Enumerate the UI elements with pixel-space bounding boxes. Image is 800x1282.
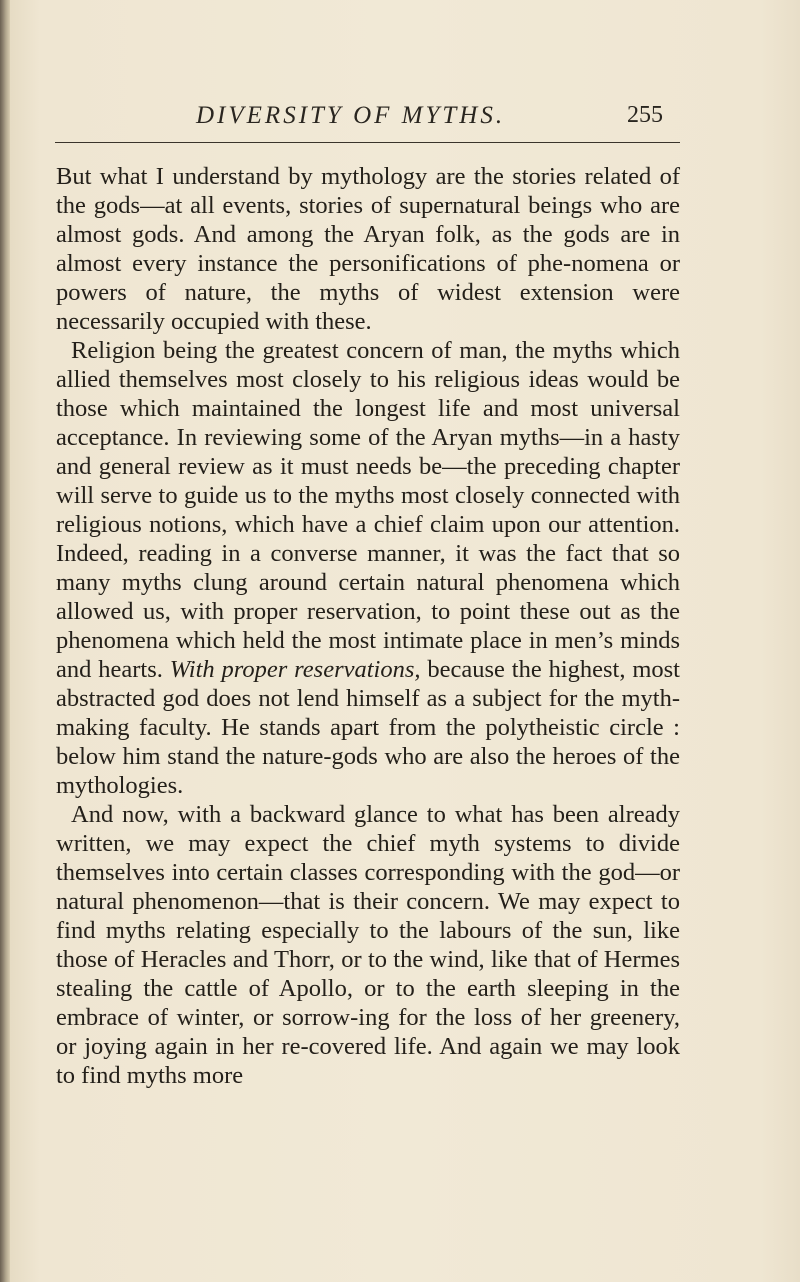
paragraph-1: But what I understand by mythology are the stories related of the gods—at all events, stories of supernatural beings who are almost gods. And among the Aryan folk, as the gods are in almost every instance the personifications of phe-nomena or powers of nature, the myths of widest extension were necessarily occupied with these. [56, 163, 680, 335]
paragraph-2 [56, 336, 680, 800]
header-rule [55, 142, 680, 143]
paragraph-2-text-after: because the highest, most abstracted god does not lend himself as a subject for the myth-making faculty. He stands apart from the polytheistic circle : below him stand the nature-gods who are also the heroes of the mythologies. [56, 656, 680, 799]
body-text [56, 162, 680, 1090]
paragraph-2-italic-phrase: With proper reservations, [169, 656, 421, 683]
paragraph-2-text-before: Religion being the greatest concern of man, the myths which allied themselves most closely to his religious ideas would be those which maintained the longest life and most universal acceptance. In reviewing some of the Aryan myths—in a hasty and general review as it must needs be—the preceding chapter will serve to guide us to the myths most closely connected with religious notions, which have a chief claim upon our attention. Indeed, reading in a converse manner, it was the fact that so many myths clung around certain natural phenomena which allowed us, with proper reservation, to point these out as the phenomena which held the most intimate place in men’s minds and hearts. [56, 337, 680, 683]
paragraph-3: And now, with a backward glance to what has been already written, we may expect the chief myth systems to divide themselves into certain classes corresponding with the god—or natural phenomenon—that is their concern. We may expect to find myths relating especially to the labours of the sun, like those of Heracles and Thorr, or to the wind, like that of Hermes stealing the cattle of Apollo, or to the earth sleeping in the embrace of winter, or sorrow-ing for the loss of her greenery, or joying again in her re-covered life. And again we may look to find myths more [56, 801, 680, 1089]
page-number: 255 [627, 102, 663, 128]
page-binding-edge [0, 0, 10, 1282]
running-head-title: DIVERSITY OF MYTHS. [196, 102, 506, 129]
